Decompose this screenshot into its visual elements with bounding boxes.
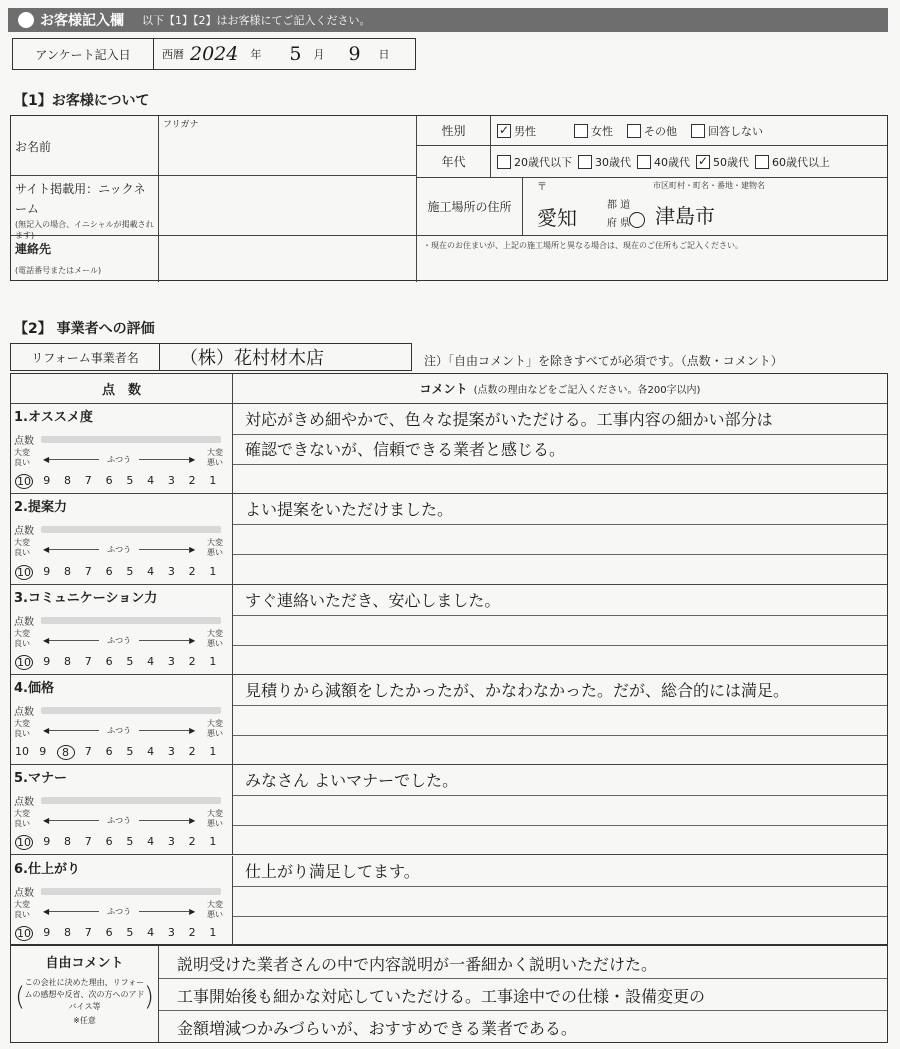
rating-title: 3.コミュニケーション力	[14, 590, 158, 606]
age-option-label: 60歳代以上	[772, 155, 830, 169]
score-option[interactable]: 4	[147, 925, 155, 939]
gender-option-label: 男性	[514, 124, 536, 138]
scale-arrow	[43, 544, 195, 555]
free-comment-label: 自由コメント	[45, 956, 124, 971]
year-unit: 年	[250, 48, 262, 61]
score-bar-blur	[41, 617, 221, 624]
score-option[interactable]: 9	[43, 925, 51, 939]
name-label: お名前	[15, 140, 52, 154]
score-option[interactable]: 2	[188, 564, 196, 578]
score-option[interactable]: 3	[167, 654, 175, 668]
free-comment-label-cell	[11, 946, 159, 1042]
survey-date-row	[12, 38, 416, 70]
section2-title: 【2】 事業者への評価	[14, 321, 155, 337]
score-bar-blur	[41, 797, 221, 804]
postal-mark: 〒	[537, 182, 547, 193]
score-numbers[interactable]	[15, 655, 220, 670]
age-option-label: 20歳代以下	[514, 155, 572, 169]
score-option[interactable]: 3	[167, 925, 175, 939]
nickname-label: サイト掲載用：ニックネーム	[15, 182, 146, 216]
rating-title: 1.オススメ度	[14, 410, 93, 425]
day-unit: 日	[378, 48, 390, 61]
score-option[interactable]: 5	[126, 745, 134, 759]
contact-label: 連絡先	[15, 242, 52, 256]
score-option[interactable]: 9	[43, 654, 51, 668]
ruled-line	[233, 645, 887, 646]
address-input[interactable]	[523, 178, 887, 236]
checkbox-icon[interactable]	[755, 155, 769, 169]
checkbox-icon[interactable]	[691, 124, 705, 138]
ruled-line	[233, 464, 887, 465]
ruled-line	[233, 524, 887, 525]
score-option[interactable]: 1	[209, 925, 217, 939]
arrow-left-icon: ◀	[43, 455, 50, 464]
score-option[interactable]: 8	[64, 835, 72, 849]
score-numbers[interactable]	[15, 926, 220, 941]
rating-title: 4.価格	[14, 680, 54, 696]
ruled-line	[233, 615, 887, 616]
age-option[interactable]	[578, 154, 631, 170]
good-label: 大変良い	[14, 899, 30, 919]
free-comment-section	[10, 945, 888, 1043]
score-option[interactable]: 10	[17, 655, 31, 669]
comment-text: 確認できないが、信頼できる業者と感じる。	[245, 440, 566, 460]
current-address-input[interactable]	[417, 236, 887, 282]
score-option[interactable]: 3	[167, 745, 175, 759]
score-bar-blur	[41, 707, 221, 714]
free-comment-text: 説明受けた業者さんの中で内容説明が一番細かく説明いただけた。	[177, 955, 658, 974]
score-option[interactable]: 9	[43, 835, 51, 849]
gender-option[interactable]	[574, 123, 613, 139]
score-label: 点数	[14, 616, 34, 628]
form-header	[8, 8, 888, 32]
age-option[interactable]	[497, 154, 572, 170]
scale-arrow	[43, 906, 195, 917]
comment-text: みなさん よいマナーでした。	[245, 771, 459, 791]
free-comment-text: 工事開始後も細かな対応していただける。工事途中での仕様・設備変更の	[177, 987, 706, 1006]
gender-options	[491, 116, 887, 146]
score-option[interactable]: 6	[105, 925, 113, 939]
score-numbers[interactable]	[15, 565, 220, 580]
month-unit: 月	[313, 48, 325, 61]
score-option[interactable]: 1	[209, 745, 217, 759]
score-label: 点数	[14, 887, 34, 899]
required-note: 注）「自由コメント」を除きすべてが必須です。（点数・コメント）	[424, 354, 783, 368]
company-label: リフォーム事業者名	[11, 344, 160, 370]
furigana-label: フリガナ	[163, 120, 199, 130]
score-option[interactable]: 9	[39, 745, 47, 759]
neutral-label: ふつう	[107, 545, 132, 555]
score-option[interactable]: 4	[147, 654, 155, 668]
score-option[interactable]: 1	[209, 474, 217, 488]
nickname-note: (無記入の場合、イニシャルが掲載されます)	[15, 220, 154, 240]
gender-label-cell	[417, 116, 491, 146]
good-label: 大変良い	[14, 448, 30, 467]
era-label: 西暦	[162, 48, 184, 61]
score-option[interactable]: 7	[84, 745, 92, 759]
rating-score-cell	[11, 494, 233, 584]
checkbox-icon[interactable]	[627, 124, 641, 138]
checkbox-icon[interactable]: ✓	[697, 153, 709, 168]
name-input[interactable]	[159, 116, 417, 176]
rating-score-cell	[11, 585, 233, 675]
scale-arrow	[43, 725, 195, 736]
survey-month[interactable]: 5	[289, 43, 302, 65]
score-option[interactable]: 4	[147, 745, 155, 759]
score-option[interactable]: 7	[84, 925, 92, 939]
age-option-label: 50歳代	[713, 155, 749, 169]
good-label: 大変良い	[14, 809, 30, 829]
left-paren: (	[15, 982, 26, 1012]
neutral-label: ふつう	[107, 906, 132, 916]
free-comment-input[interactable]	[159, 946, 887, 1042]
age-option[interactable]	[637, 154, 690, 170]
rating-score-cell	[11, 675, 233, 765]
form-instruction: 以下【1】【2】はお客様にてご記入ください。	[142, 14, 371, 27]
scale-arrow	[43, 635, 195, 646]
gender-option[interactable]	[627, 123, 677, 139]
arrow-left-icon: ◀	[43, 545, 50, 555]
score-option[interactable]: 2	[188, 745, 196, 759]
scale-arrow	[43, 454, 195, 465]
section1-title: 【1】お客様について	[14, 93, 150, 109]
right-paren: )	[143, 982, 154, 1012]
score-bar-blur	[41, 888, 221, 895]
gender-option[interactable]	[497, 123, 536, 139]
age-option[interactable]	[696, 154, 749, 170]
arrow-right-icon: ▶	[189, 906, 196, 916]
score-label: 点数	[14, 706, 34, 718]
age-label-cell	[417, 146, 491, 178]
neutral-label: ふつう	[107, 816, 132, 826]
score-option[interactable]: 8	[64, 654, 72, 668]
bullet-icon	[18, 12, 34, 28]
ratings-table	[10, 373, 888, 945]
gender-option-label: その他	[644, 124, 677, 138]
gender-label: 性別	[441, 124, 466, 138]
survey-day[interactable]: 9	[348, 43, 361, 65]
ken-circle	[629, 212, 645, 228]
arrow-right-icon: ▶	[189, 635, 196, 645]
score-option[interactable]: 7	[84, 564, 92, 578]
score-option[interactable]: 7	[84, 474, 92, 488]
ruled-line	[233, 735, 887, 736]
ruled-line	[233, 434, 887, 435]
comment-text: よい提案をいただけました。	[245, 500, 454, 520]
age-option-label: 30歳代	[595, 155, 631, 169]
score-option[interactable]: 5	[126, 654, 134, 668]
score-option[interactable]: 5	[126, 564, 134, 578]
to-do-label: 都 道	[607, 200, 631, 211]
scale-arrow	[43, 815, 195, 826]
comment-text: 見積りから減額をしたかったが、かなわなかった。だが、総合的には満足。	[245, 680, 790, 700]
rating-comment-cell[interactable]	[233, 856, 887, 946]
score-label: 点数	[14, 797, 34, 809]
score-option[interactable]: 3	[167, 835, 175, 849]
company-row	[10, 343, 412, 371]
age-options	[491, 146, 887, 178]
rating-comment-cell[interactable]	[233, 404, 887, 494]
good-label: 大変良い	[14, 538, 30, 558]
address-hint: 市区町村・町名・番地・建物名	[653, 181, 765, 190]
arrow-right-icon: ▶	[189, 455, 196, 464]
score-option[interactable]: 8	[64, 925, 72, 939]
arrow-right-icon: ▶	[189, 545, 196, 555]
survey-date-label: アンケート記入日	[13, 39, 154, 69]
checkbox-icon[interactable]: ✓	[498, 122, 510, 137]
score-option[interactable]: 6	[105, 564, 113, 578]
score-option[interactable]: 2	[188, 835, 196, 849]
score-numbers[interactable]	[15, 835, 220, 850]
contact-note: (電話番号またはメール)	[15, 266, 102, 275]
nickname-input[interactable]	[159, 176, 417, 236]
score-option[interactable]: 4	[147, 564, 155, 578]
score-option[interactable]: 8	[57, 745, 75, 760]
score-option[interactable]: 2	[188, 474, 196, 488]
survey-year[interactable]: 2024	[190, 43, 239, 65]
bad-label: 大変悪い	[207, 899, 223, 919]
score-option[interactable]: 7	[84, 654, 92, 668]
comment-text: 対応がきめ細やかで、色々な提案がいただける。工事内容の細かい部分は	[245, 410, 773, 429]
bad-label: 大変悪い	[207, 628, 223, 648]
arrow-left-icon: ◀	[43, 906, 50, 916]
rating-comment-cell[interactable]	[233, 765, 887, 855]
score-option[interactable]: 5	[126, 835, 134, 849]
gender-option-label: 女性	[591, 124, 613, 138]
score-option[interactable]: 5	[126, 925, 134, 939]
score-option[interactable]: 8	[64, 474, 72, 488]
comment-text: 仕上がり満足してます。	[245, 861, 420, 881]
city-value: 津島市	[655, 204, 715, 228]
ruled-line	[233, 886, 887, 887]
arrow-left-icon: ◀	[43, 635, 50, 645]
contact-label-cell	[11, 236, 159, 282]
ruled-line	[159, 1010, 887, 1011]
comment-column-header	[233, 374, 887, 404]
contact-input[interactable]	[159, 236, 417, 282]
score-option[interactable]: 3	[167, 474, 175, 488]
form-title: お客様記入欄	[40, 13, 124, 29]
neutral-label: ふつう	[107, 635, 132, 645]
arrow-right-icon: ▶	[189, 816, 196, 826]
score-option[interactable]: 10	[17, 475, 31, 489]
checkbox-icon[interactable]	[574, 124, 588, 138]
comment-text: すぐ連絡いただき、安心しました。	[245, 590, 501, 610]
score-numbers[interactable]	[15, 474, 220, 489]
free-comment-note: この会社に決めた理由、リフォームの感想や反省、次の方へのアドバイス等	[24, 978, 145, 1011]
rating-comment-cell[interactable]	[233, 585, 887, 675]
score-numbers[interactable]	[15, 745, 220, 760]
arrow-right-icon: ▶	[189, 725, 196, 735]
checkbox-icon[interactable]	[578, 155, 592, 169]
checkbox-icon[interactable]	[497, 155, 511, 169]
comment-header-label: コメント	[419, 382, 468, 396]
ruled-line	[233, 554, 887, 555]
bad-label: 大変悪い	[207, 448, 223, 467]
neutral-label: ふつう	[107, 455, 132, 464]
bad-label: 大変悪い	[207, 809, 223, 829]
bad-label: 大変悪い	[207, 538, 223, 558]
rating-comment-cell[interactable]	[233, 675, 887, 765]
score-option[interactable]: 6	[105, 745, 113, 759]
rating-score-cell	[11, 765, 233, 855]
optional-note: ※任意	[73, 1016, 96, 1025]
nickname-label-cell	[11, 176, 159, 240]
score-option[interactable]: 9	[43, 474, 51, 488]
company-value[interactable]: （株）花村材木店	[180, 348, 324, 369]
score-option[interactable]: 4	[147, 835, 155, 849]
ruled-line	[233, 795, 887, 796]
score-option[interactable]: 4	[147, 474, 155, 488]
score-option[interactable]: 1	[209, 564, 217, 578]
ruled-line	[233, 705, 887, 706]
score-bar-blur	[41, 436, 221, 443]
score-option[interactable]: 7	[84, 835, 92, 849]
gender-option-label: 回答しない	[708, 124, 763, 138]
ruled-line	[233, 916, 887, 917]
free-comment-text: 金額増減つかみづらいが、おすすめできる業者である。	[177, 1019, 577, 1038]
address-label: 施工場所の住所	[427, 200, 512, 214]
comment-header-note: (点数の理由などをご記入ください。各200字以内)	[473, 385, 701, 396]
score-option[interactable]: 10	[15, 745, 29, 759]
score-option[interactable]: 5	[126, 474, 134, 488]
fu-ken-label: 府 県	[607, 218, 631, 229]
rating-title: 6.仕上がり	[14, 861, 80, 877]
score-label: 点数	[14, 436, 34, 447]
name-label-cell	[11, 116, 159, 176]
age-option[interactable]	[755, 154, 830, 170]
score-option[interactable]: 1	[209, 835, 217, 849]
current-address-note: ・現在のお住まいが、上記の施工場所と異なる場合は、現在のご住所もご記入ください。	[423, 241, 743, 250]
checkbox-icon[interactable]	[637, 155, 651, 169]
rating-comment-cell[interactable]	[233, 494, 887, 584]
bad-label: 大変悪い	[207, 718, 223, 738]
customer-info-table	[10, 115, 888, 281]
score-option[interactable]: 10	[17, 926, 31, 940]
arrow-left-icon: ◀	[43, 725, 50, 735]
score-option[interactable]: 8	[64, 564, 72, 578]
ruled-line	[159, 978, 887, 979]
score-option[interactable]: 10	[17, 565, 31, 579]
ruled-line	[233, 825, 887, 826]
score-option[interactable]: 6	[105, 835, 113, 849]
score-option[interactable]: 2	[188, 654, 196, 668]
score-option[interactable]: 1	[209, 654, 217, 668]
score-option[interactable]: 2	[188, 925, 196, 939]
score-option[interactable]: 6	[105, 474, 113, 488]
score-option[interactable]: 10	[17, 836, 31, 850]
age-option-label: 40歳代	[654, 155, 690, 169]
score-column-header: 点 数	[11, 374, 233, 404]
good-label: 大変良い	[14, 718, 30, 738]
score-option[interactable]: 3	[167, 564, 175, 578]
score-label: 点数	[14, 526, 34, 538]
rating-title: 5.マナー	[14, 771, 67, 787]
score-option[interactable]: 6	[105, 654, 113, 668]
gender-option[interactable]	[691, 123, 763, 139]
arrow-left-icon: ◀	[43, 816, 50, 826]
rating-score-cell	[11, 856, 233, 946]
neutral-label: ふつう	[107, 725, 132, 735]
rating-title: 2.提案力	[14, 500, 67, 516]
score-bar-blur	[41, 526, 221, 533]
age-label: 年代	[441, 155, 466, 169]
rating-score-cell	[11, 404, 233, 494]
good-label: 大変良い	[14, 628, 30, 648]
address-label-cell	[417, 178, 523, 236]
prefecture-value: 愛知	[537, 206, 577, 230]
score-option[interactable]: 9	[43, 564, 51, 578]
